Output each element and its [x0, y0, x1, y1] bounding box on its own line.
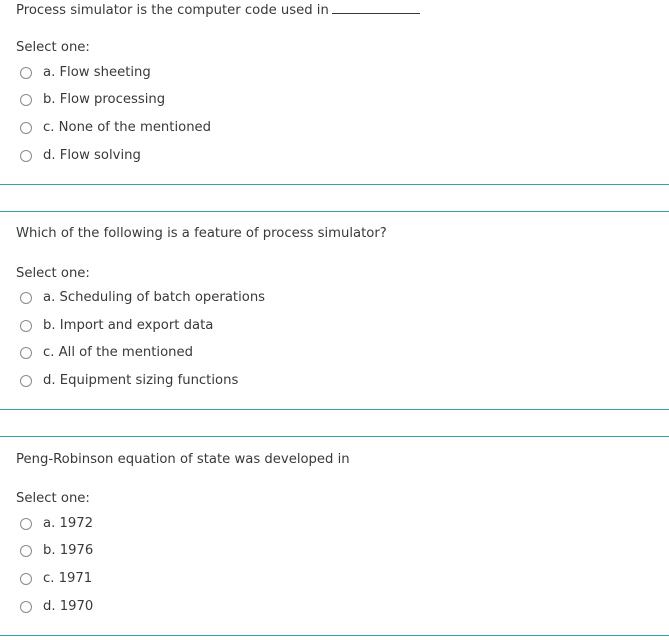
- question-2-option-b[interactable]: [20, 316, 213, 336]
- question-2-option-a[interactable]: [20, 288, 265, 308]
- radio-button[interactable]: [20, 67, 32, 79]
- question-3-prompt: Select one:: [16, 491, 90, 506]
- option-label: a. 1972: [43, 516, 94, 531]
- option-label: b. Flow processing: [43, 92, 166, 107]
- answer-blank: [332, 0, 420, 14]
- option-label: d. Flow solving: [43, 148, 141, 163]
- question-3-option-c[interactable]: [20, 569, 92, 589]
- option-label: c. All of the mentioned: [43, 345, 193, 360]
- radio-button[interactable]: [20, 292, 32, 304]
- question-2-option-c[interactable]: [20, 343, 193, 363]
- question-1-option-c[interactable]: [20, 118, 211, 138]
- question-2-option-d[interactable]: [20, 371, 238, 391]
- question-1-option-b[interactable]: [20, 90, 165, 110]
- radio-button[interactable]: [20, 94, 32, 106]
- question-3-option-d[interactable]: [20, 597, 93, 617]
- question-1-option-a[interactable]: [20, 63, 151, 83]
- option-label: c. None of the mentioned: [43, 120, 212, 135]
- question-1-text-label: Process simulator is the computer code used in: [16, 3, 329, 18]
- question-3-option-a[interactable]: [20, 514, 93, 534]
- option-label: b. 1976: [43, 543, 94, 558]
- option-label: a. Scheduling of batch operations: [43, 290, 266, 305]
- question-1-text: [16, 0, 420, 20]
- divider: [0, 409, 669, 410]
- question-3-option-b[interactable]: [20, 541, 93, 561]
- radio-button[interactable]: [20, 375, 32, 387]
- radio-button[interactable]: [20, 573, 32, 585]
- radio-button[interactable]: [20, 545, 32, 557]
- divider: [0, 436, 669, 437]
- option-label: d. 1970: [43, 599, 94, 614]
- question-2-prompt: Select one:: [16, 266, 90, 281]
- radio-button[interactable]: [20, 150, 32, 162]
- divider: [0, 184, 669, 185]
- radio-button[interactable]: [20, 122, 32, 134]
- option-label: c. 1971: [43, 571, 93, 586]
- divider: [0, 635, 669, 636]
- question-1-prompt: Select one:: [16, 40, 90, 55]
- radio-button[interactable]: [20, 601, 32, 613]
- question-1-option-d[interactable]: [20, 146, 141, 166]
- radio-button[interactable]: [20, 320, 32, 332]
- option-label: b. Import and export data: [43, 318, 214, 333]
- question-2-text: Which of the following is a feature of process simulator?: [16, 226, 387, 241]
- option-label: a. Flow sheeting: [43, 65, 151, 80]
- question-3-text: Peng-Robinson equation of state was developed in: [16, 452, 350, 467]
- divider: [0, 211, 669, 212]
- option-label: d. Equipment sizing functions: [43, 373, 239, 388]
- radio-button[interactable]: [20, 518, 32, 530]
- radio-button[interactable]: [20, 347, 32, 359]
